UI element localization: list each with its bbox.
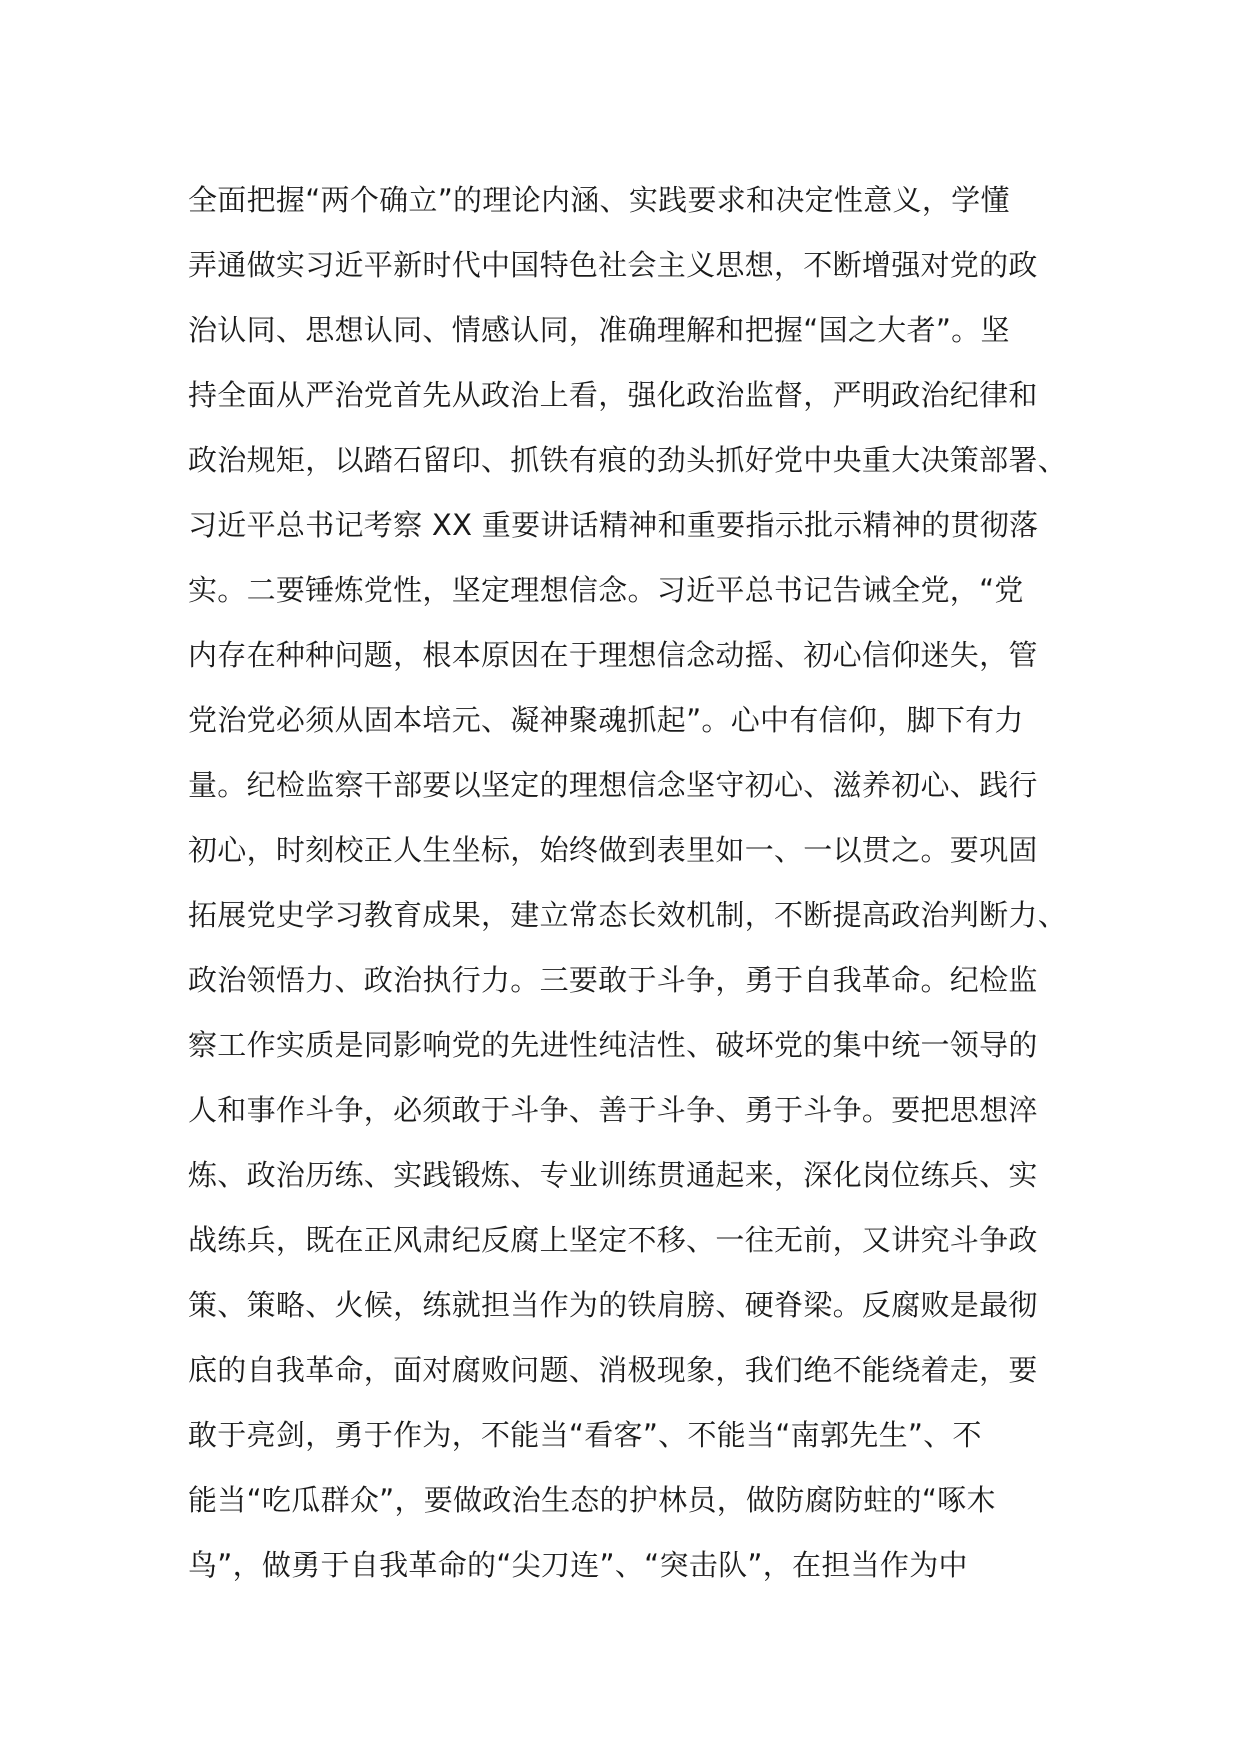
text-line: 敢于亮剑，勇于作为，不能当“看客”、不能当“南郭先生”、不 xyxy=(188,1418,982,1452)
text-line: 弄通做实习近平新时代中国特色社会主义思想，不断增强对党的政 xyxy=(188,248,1038,282)
text-line: 全面把握“两个确立”的理论内涵、实践要求和决定性意义，学懂 xyxy=(188,183,1010,217)
text-line: 鸟”，做勇于自我革命的“尖刀连”、“突击队”，在担当作为中 xyxy=(188,1548,968,1582)
text-line: 底的自我革命，面对腐败问题、消极现象，我们绝不能绕着走，要 xyxy=(188,1353,1038,1387)
text-line: 察工作实质是同影响党的先进性纯洁性、破坏党的集中统一领导的 xyxy=(188,1028,1038,1062)
text-line: 政治领悟力、政治执行力。三要敢于斗争，勇于自我革命。纪检监 xyxy=(188,963,1038,997)
text-line: 拓展党史学习教育成果，建立常态长效机制，不断提高政治判断力、 xyxy=(188,898,1068,932)
text-line: 人和事作斗争，必须敢于斗争、善于斗争、勇于斗争。要把思想淬 xyxy=(188,1093,1038,1127)
text-line: 实。二要锤炼党性，坚定理想信念。习近平总书记告诫全党，“党 xyxy=(188,573,1024,607)
text-line: 习近平总书记考察 XX 重要讲话精神和重要指示批示精神的贯彻落 xyxy=(188,508,1039,542)
text-line: 持全面从严治党首先从政治上看，强化政治监督，严明政治纪律和 xyxy=(188,378,1038,412)
text-line: 治认同、思想认同、情感认同，准确理解和把握“国之大者”。坚 xyxy=(188,313,1010,347)
text-line: 战练兵，既在正风肃纪反腐上坚定不移、一往无前，又讲究斗争政 xyxy=(188,1223,1038,1257)
text-line: 策、策略、火候，练就担当作为的铁肩膀、硬脊梁。反腐败是最彻 xyxy=(188,1288,1038,1322)
text-line: 内存在种种问题，根本原因在于理想信念动摇、初心信仰迷失，管 xyxy=(188,638,1038,672)
text-line: 能当“吃瓜群众”，要做政治生态的护林员，做防腐防蛀的“啄木 xyxy=(188,1483,996,1517)
text-line: 量。纪检监察干部要以坚定的理想信念坚守初心、滋养初心、践行 xyxy=(188,768,1038,802)
text-line: 党治党必须从固本培元、凝神聚魂抓起”。心中有信仰，脚下有力 xyxy=(188,703,1024,737)
body-paragraph xyxy=(188,168,1068,1598)
text-line: 初心，时刻校正人生坐标，始终做到表里如一、一以贯之。要巩固 xyxy=(188,833,1038,867)
text-line: 政治规矩，以踏石留印、抓铁有痕的劲头抓好党中央重大决策部署、 xyxy=(188,443,1068,477)
text-line: 炼、政治历练、实践锻炼、专业训练贯通起来，深化岗位练兵、实 xyxy=(188,1158,1038,1192)
